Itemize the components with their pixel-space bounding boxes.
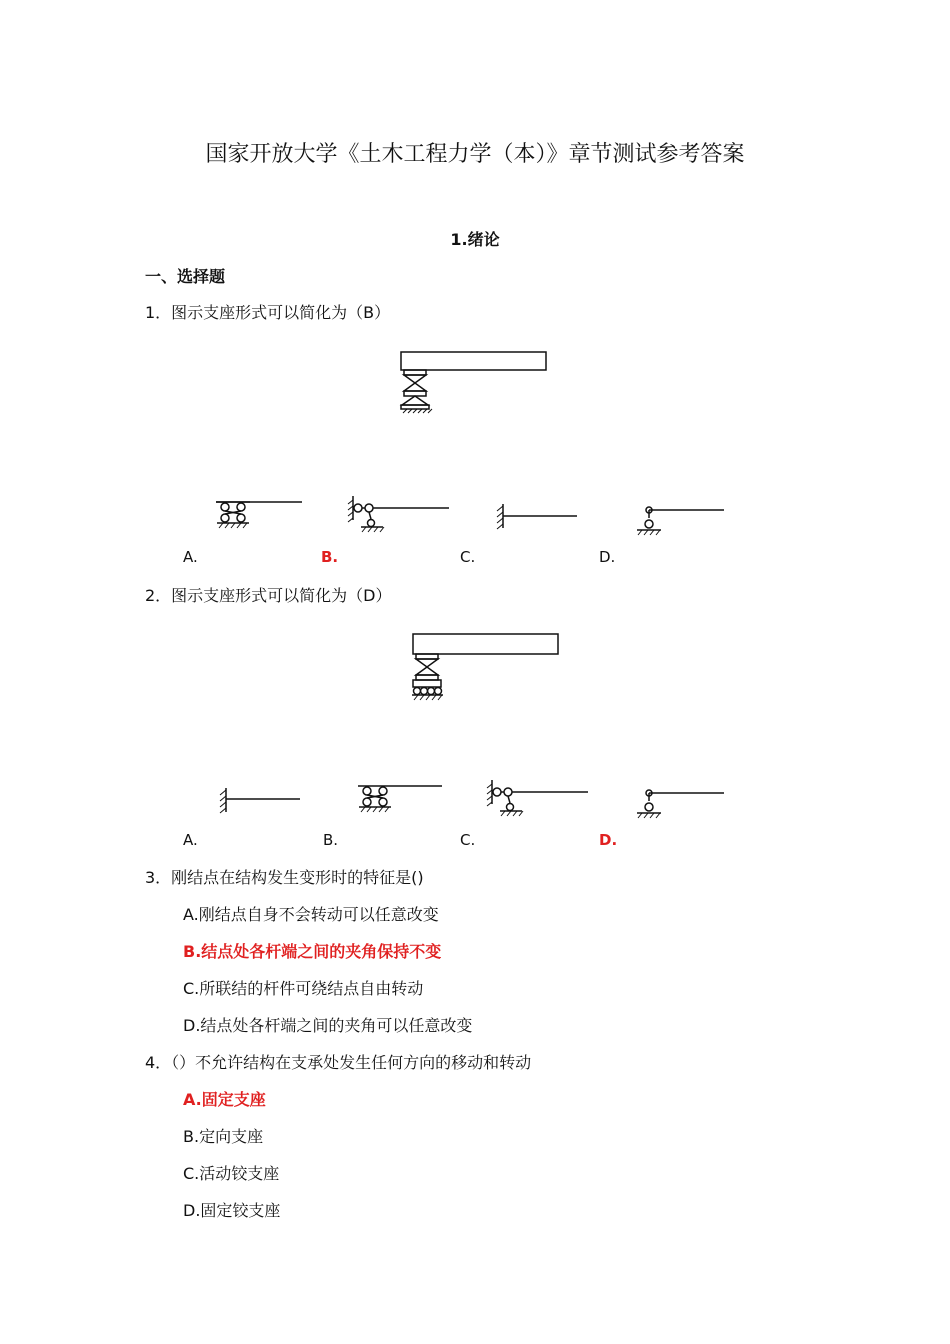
chapter-title: 1.绪论 <box>450 230 500 249</box>
q4-option-b: B.定向支座 <box>183 1127 264 1146</box>
q2-option-b-figure <box>352 778 452 818</box>
q1-option-d-figure <box>633 500 728 536</box>
question-3-text: 3．刚结点在结构发生变形时的特征是() <box>145 868 424 887</box>
q2-support-figure <box>407 632 567 707</box>
q1-label-a: A. <box>183 548 198 566</box>
q4-option-a: A.固定支座 <box>183 1090 266 1109</box>
question-4-text: 4．（）不允许结构在支承处发生任何方向的移动和转动 <box>145 1053 532 1072</box>
question-2-text: 2．图示支座形式可以简化为（D） <box>145 586 392 605</box>
q2-option-d-figure <box>633 783 728 819</box>
q4-option-d: D.固定铰支座 <box>183 1201 281 1220</box>
question-1-text: 1．图示支座形式可以简化为（B） <box>145 303 391 322</box>
q1-option-b-figure <box>347 494 452 534</box>
q2-label-b: B. <box>323 831 339 849</box>
q4-option-c: C.活动铰支座 <box>183 1164 280 1183</box>
q3-option-d: D.结点处各杆端之间的夹角可以任意改变 <box>183 1016 473 1035</box>
q1-label-b: B. <box>321 548 339 566</box>
q1-option-c-figure <box>495 502 585 532</box>
q3-option-b: B.结点处各杆端之间的夹角保持不变 <box>183 942 442 961</box>
q2-label-a: A. <box>183 831 198 849</box>
q2-option-c-figure <box>486 778 591 818</box>
q1-option-a-figure <box>210 494 310 534</box>
q1-label-c: C. <box>460 548 476 566</box>
q3-option-c: C.所联结的杆件可绕结点自由转动 <box>183 979 424 998</box>
page-title: 国家开放大学《土木工程力学（本）》章节测试参考答案 <box>205 142 745 167</box>
q2-option-a-figure <box>218 786 308 816</box>
section-title: 一、选择题 <box>145 267 226 286</box>
q3-option-a: A.刚结点自身不会转动可以任意改变 <box>183 905 439 924</box>
q1-support-figure <box>395 350 555 415</box>
q2-label-c: C. <box>460 831 476 849</box>
q1-label-d: D. <box>599 548 616 566</box>
q2-label-d: D. <box>599 831 618 849</box>
